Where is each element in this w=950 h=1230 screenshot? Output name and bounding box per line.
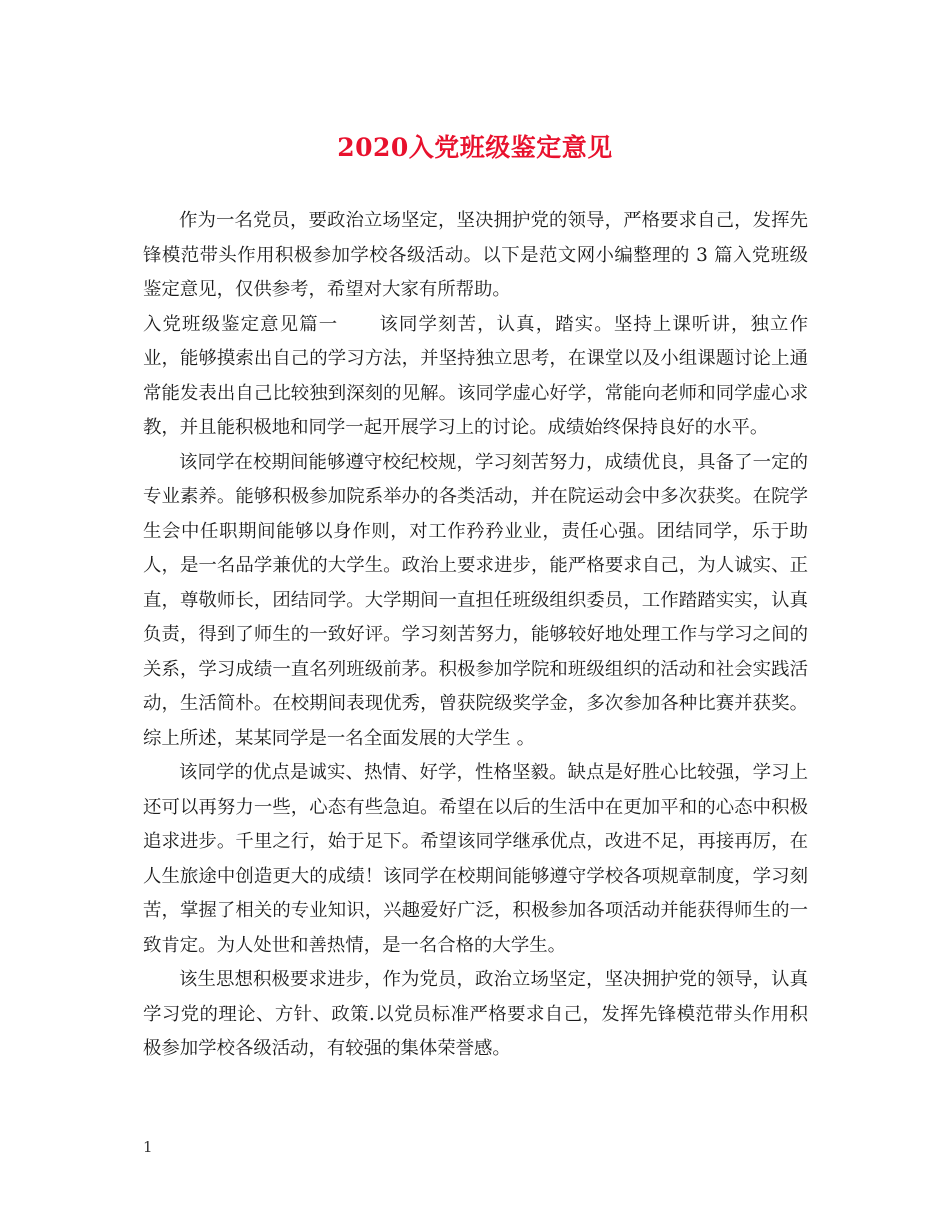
body-paragraph: 该生思想积极要求进步，作为党员，政治立场坚定，坚决拥护党的领导，认真学习党的理论、方针、政策.以党员标准严格要求自己，发挥先锋模范带头作用积极参加学校各级活动，有较强的集体荣誉感。 [143,969,808,1059]
body-paragraph: 该同学在校期间能够遵守校纪校规，学习刻苦努力，成绩优良，具备了一定的专业素养。能够积极参加院系举办的各类活动，并在院运动会中多次获奖。在院学生会中任职期间能够以身作则，对工作矜矜业业，责任心强。团结同学，乐于助人，是一名品学兼优的大学生。政治上要求进步，能严格要求自己，为人诚实、正直，尊敬师长，团结同学。大学期间一直担任班级组织委员，工作踏踏实实，认真负责，得到了师生的一致好评。学习刻苦努力，能够较好地处理工作与学习之间的关系，学习成绩一直名列班级前茅。积极参加学院和班级组织的活动和社会实践活动，生活简朴。在校期间表现优秀，曾获院级奖学金，多次参加各种比赛并获奖。综上所述，某某同学是一名全面发展的大学生 。 [143,451,808,749]
intro-paragraph: 作为一名党员，要政治立场坚定，坚决拥护党的领导，严格要求自己，发挥先锋模范带头作用积极参加学校各级活动。以下是范文网小编整理的 3 篇入党班级鉴定意见，仅供参考，希望对大家有所帮助。 [143,210,808,300]
document-title: 2020入党班级鉴定意见 [337,133,613,162]
section-first-paragraph [143,308,808,446]
body-paragraph: 该同学的优点是诚实、热情、好学，性格坚毅。缺点是好胜心比较强，学习上还可以再努力一些，心态有些急迫。希望在以后的生活中在更加平和的心态中积极追求进步。千里之行，始于足下。希望该同学继承优点，改进不足，再接再厉，在人生旅途中创造更大的成绩！该同学在校期间能够遵守学校各项规章制度，学习刻苦，掌握了相关的专业知识，兴趣爱好广泛，积极参加各项活动并能获得师生的一致肯定。为人处世和善热情，是一名合格的大学生。 [143,762,808,956]
section-first-text: 该同学刻苦，认真，踏实。坚持上课听讲，独立作业，能够摸索出自己的学习方法，并坚持独立思考，在课堂以及小组课题讨论上通常能发表出自己比较独到深刻的见解。该同学虚心好学，常能向老师和同学虚心求教，并且能积极地和同学一起开展学习上的讨论。成绩始终保持良好的水平。 [143,313,808,438]
document-body [143,204,808,1067]
page-number: 1 [143,1138,153,1156]
section-heading: 入党班级鉴定意见篇一 [143,313,339,335]
